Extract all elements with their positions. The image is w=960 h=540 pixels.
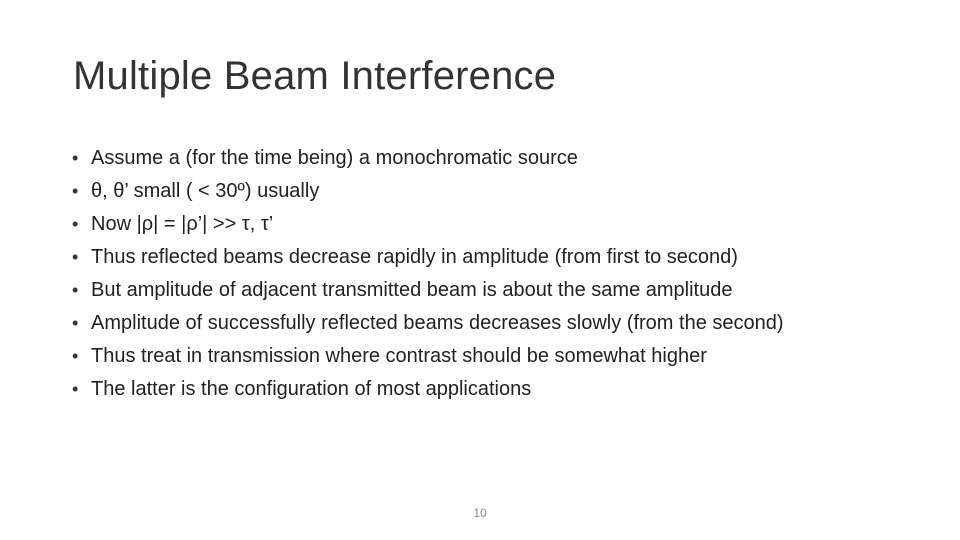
bullet-icon: • <box>72 148 79 168</box>
bullet-text: Now |ρ| = |ρ’| >> τ, τ’ <box>91 213 274 235</box>
bullet-icon: • <box>72 313 79 333</box>
bullet-text: Amplitude of successfully reflected beams decreases slowly (from the second) <box>91 312 784 334</box>
bullet-icon: • <box>72 379 79 399</box>
bullet-icon: • <box>72 280 79 300</box>
bullet-icon: • <box>72 214 79 234</box>
bullet-text: Thus treat in transmission where contrast should be somewhat higher <box>91 345 707 367</box>
bullet-icon: • <box>72 247 79 267</box>
bullet-icon: • <box>72 181 79 201</box>
bullet-text: Assume a (for the time being) a monochromatic source <box>91 147 578 169</box>
bullet-text: θ, θ’ small ( < 30º) usually <box>91 180 320 202</box>
bullet-text: The latter is the configuration of most applications <box>91 378 532 400</box>
bullet-icon: • <box>72 346 79 366</box>
bullet-text: Thus reflected beams decrease rapidly in amplitude (from first to second) <box>91 246 738 268</box>
slide-title: Multiple Beam Interference <box>73 54 557 98</box>
page-number: 10 <box>473 506 487 520</box>
bullet-text: But amplitude of adjacent transmitted beam is about the same amplitude <box>91 279 733 301</box>
